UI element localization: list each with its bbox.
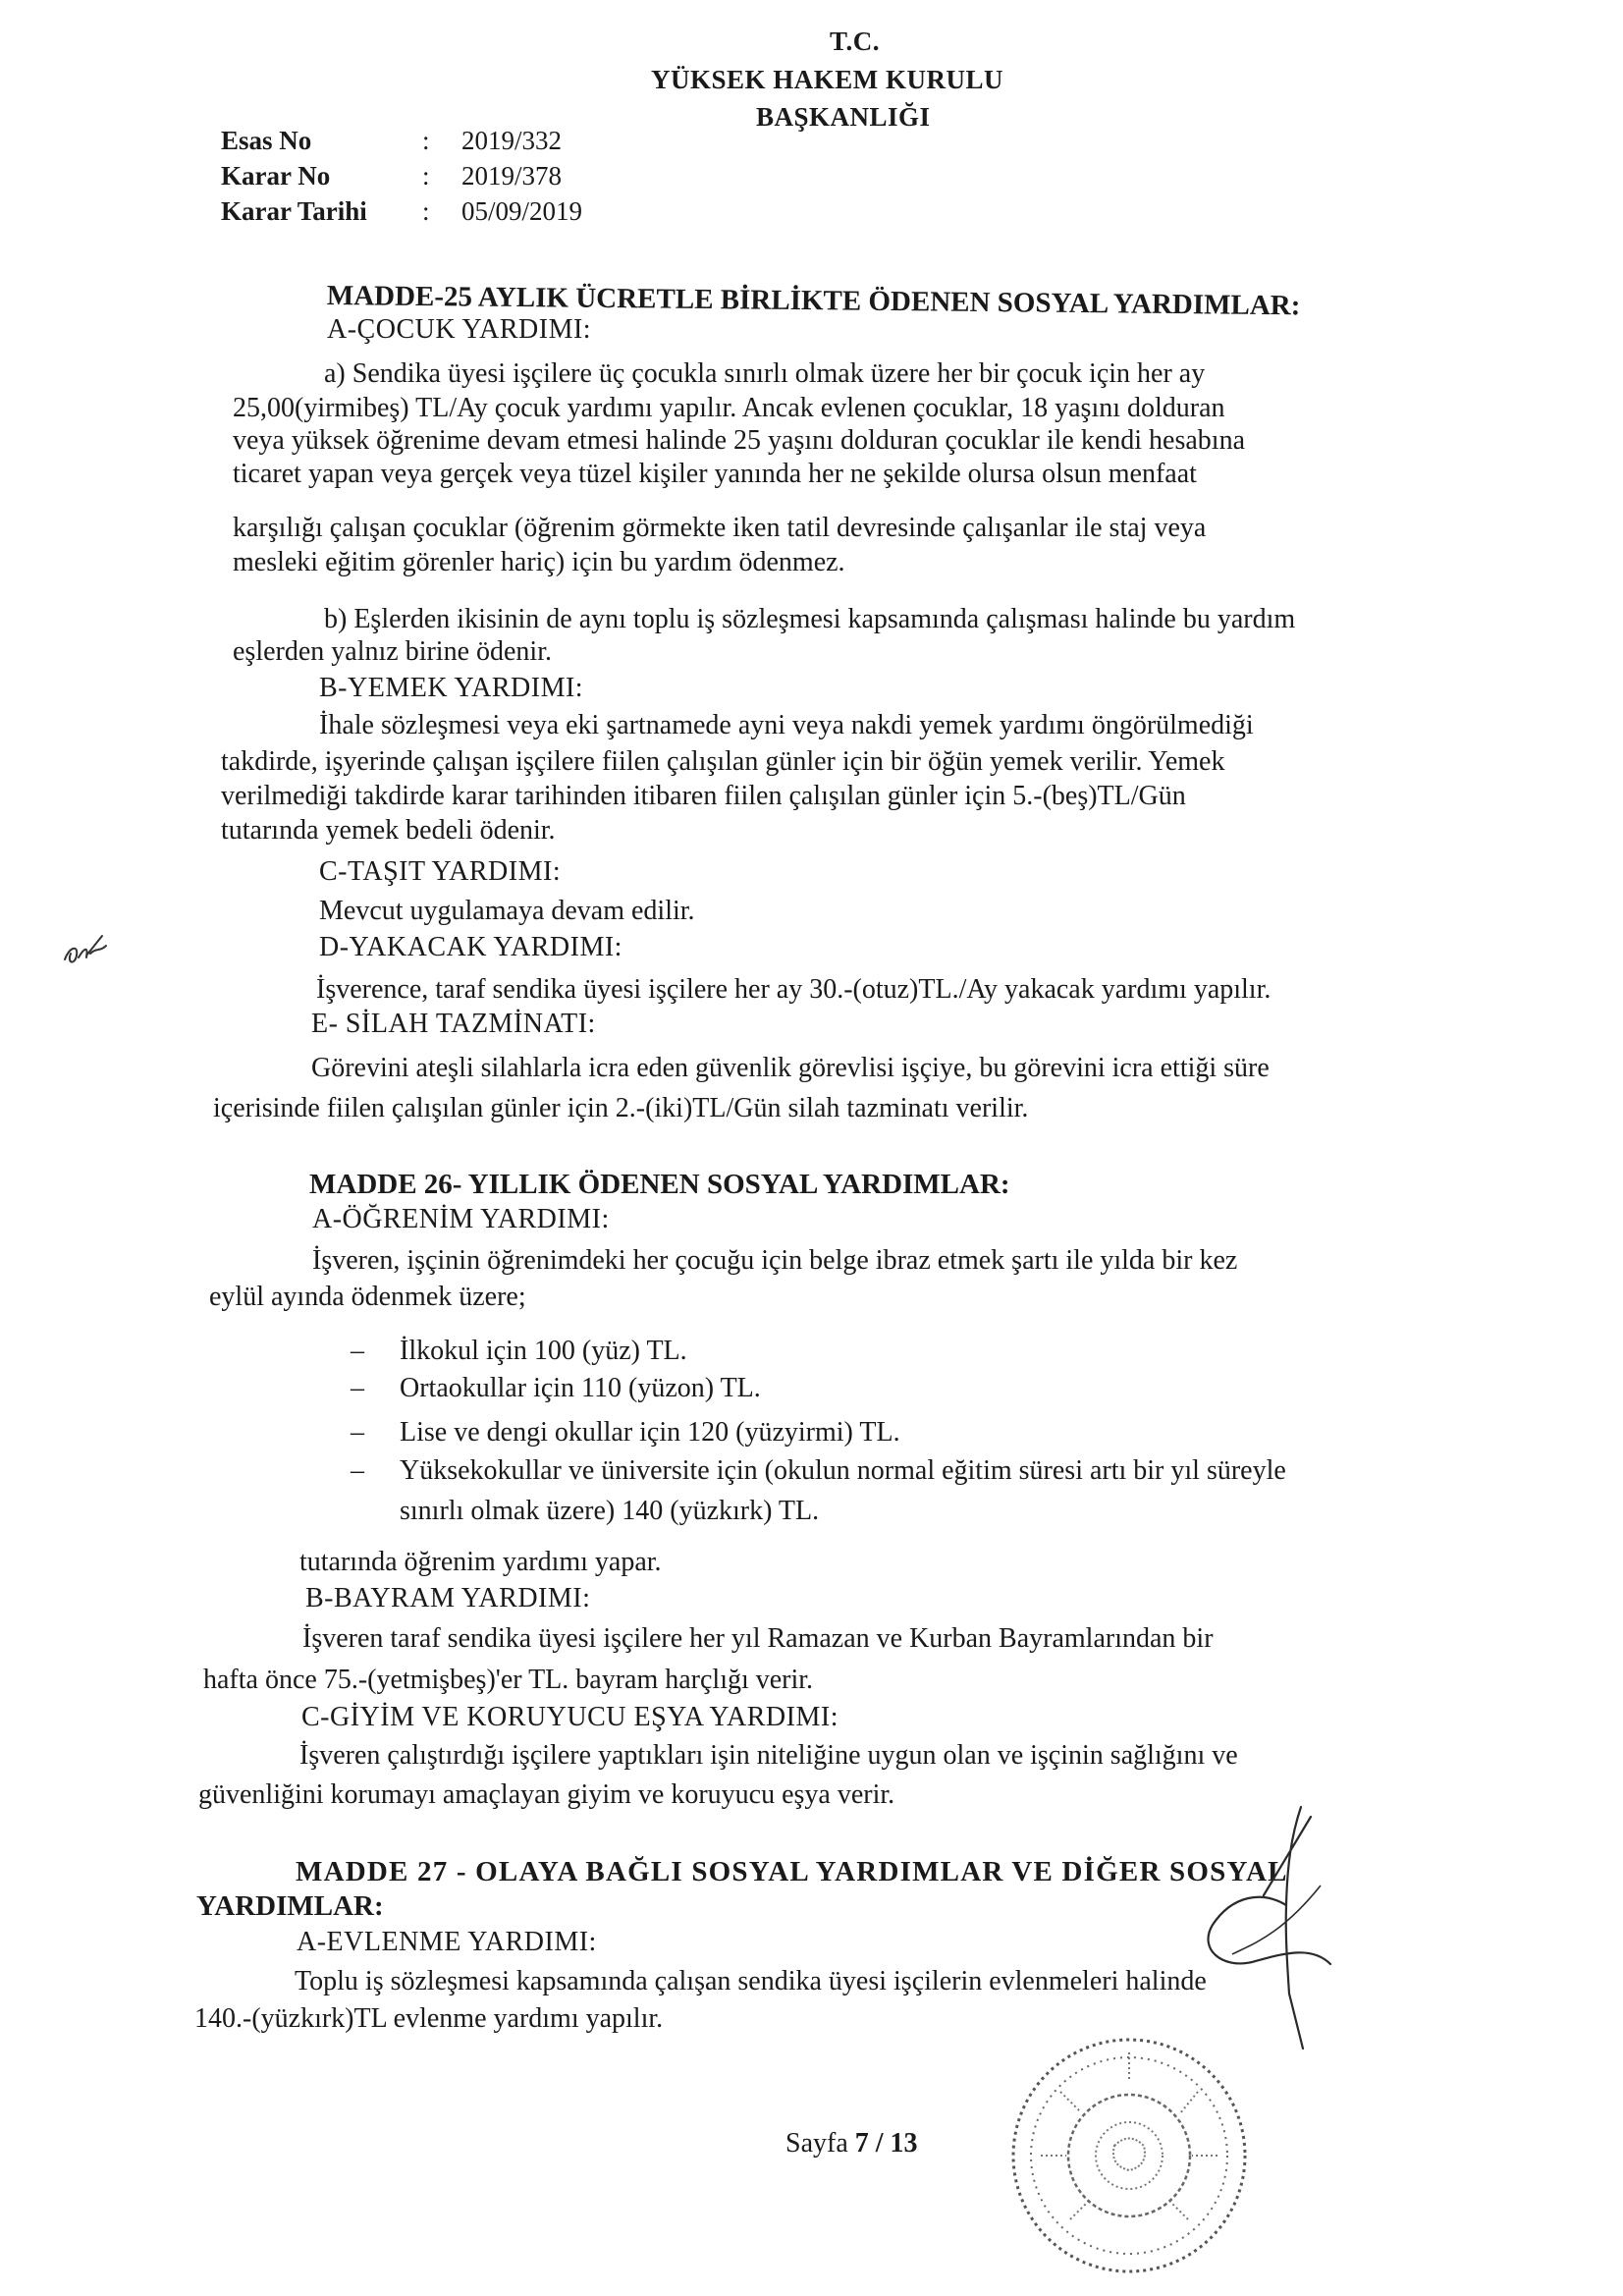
- madde25-d-title: D-YAKACAK YARDIMI:: [319, 932, 622, 962]
- madde25-a-title: A-ÇOCUK YARDIMI:: [327, 314, 592, 345]
- list-dash: –: [351, 1336, 364, 1366]
- case-esas-value: 2019/332: [461, 126, 563, 155]
- madde25-title: MADDE-25 AYLIK ÜCRETLE BİRLİKTE ÖDENEN SOSYAL YARDIMLAR:: [326, 280, 1301, 322]
- case-date-value: 05/09/2019: [461, 196, 583, 226]
- madde26-c-line-1: İşveren çalıştırdığı işçilere yaptıkları işin niteliğine uygun olan ve işçinin sağlığını ve: [299, 1740, 1238, 1771]
- madde25-a-line-2: 25,00(yirmibeş) TL/Ay çocuk yardımı yapılır. Ancak evlenen çocuklar, 18 yaşını dolduran: [233, 393, 1225, 423]
- case-esas-label: Esas No: [221, 126, 312, 155]
- header-court-name: YÜKSEK HAKEM KURULU: [651, 65, 1004, 94]
- madde27-a-line-2: 140.-(yüzkırk)TL evlenme yardımı yapılır.: [194, 2003, 664, 2034]
- madde26-title: MADDE 26- YILLIK ÖDENEN SOSYAL YARDIMLAR:: [309, 1169, 1010, 1200]
- official-seal-stamp-icon: [1001, 2023, 1257, 2288]
- case-esas-row: [221, 126, 562, 156]
- madde25-a-line-3: veya yüksek öğrenime devam etmesi halinde 25 yaşını dolduran çocuklar ile kendi hesabına: [233, 425, 1246, 456]
- case-karar-row: [221, 161, 562, 191]
- page-label: Sayfa: [785, 2128, 848, 2159]
- case-date-label: Karar Tarihi: [221, 196, 367, 226]
- madde25-b-line-3: verilmediği takdirde karar tarihinden itibaren fiilen çalışılan günler için 5.-(beş)TL/Gün: [221, 781, 1186, 811]
- list-item-continuation: sınırlı olmak üzere) 140 (yüzkırk) TL.: [400, 1496, 820, 1526]
- case-date-row: [221, 196, 582, 227]
- case-date-sep: :: [422, 196, 430, 226]
- list-item-text: Lise ve dengi okullar için 120 (yüzyirmi) TL.: [400, 1417, 900, 1448]
- madde25-a-line-4: ticaret yapan veya gerçek veya tüzel kişiler yanında her ne şekilde olursa olsun menfaat: [233, 459, 1197, 489]
- madde27-a-title: A-EVLENME YARDIMI:: [297, 1927, 597, 1957]
- list-item: [351, 1417, 900, 1449]
- list-dash: –: [351, 1373, 364, 1403]
- list-dash: –: [351, 1455, 364, 1486]
- list-item-text: İlkokul için 100 (yüz) TL.: [400, 1336, 687, 1366]
- header-presidency: BAŞKANLIĞI: [756, 102, 931, 132]
- case-karar-label: Karar No: [221, 161, 331, 191]
- list-item-text: Yüksekokullar ve üniversite için (okulun normal eğitim süresi artı bir yıl süreyle: [400, 1455, 1286, 1486]
- madde26-c-title: C-GİYİM VE KORUYUCU EŞYA YARDIMI:: [301, 1702, 839, 1732]
- madde25-b-note-line-2: eşlerden yalnız birine ödenir.: [233, 636, 552, 667]
- madde26-a-line-2: eylül ayında ödenmek üzere;: [209, 1282, 526, 1312]
- madde25-b-note-line-1: b) Eşlerden ikisinin de aynı toplu iş sözleşmesi kapsamında çalışması halinde bu yardım: [324, 604, 1296, 634]
- madde25-a-line-6: mesleki eğitim görenler hariç) için bu yardım ödenmez.: [233, 547, 845, 577]
- madde25-b-line-2: takdirde, işyerinde çalışan işçilere fiilen çalışılan günler için bir öğün yemek verilir. Yemek: [221, 746, 1225, 777]
- list-item: [351, 1455, 1286, 1487]
- madde25-c-text: Mevcut uygulamaya devam edilir.: [319, 896, 695, 926]
- list-item: [351, 1336, 687, 1367]
- madde27-title-line-1: MADDE 27 - OLAYA BAĞLI SOSYAL YARDIMLAR VE DİĞER SOSYAL: [296, 1856, 1288, 1887]
- list-dash: –: [351, 1417, 364, 1448]
- madde25-a-line-5: karşılığı çalışan çocuklar (öğrenim görmekte iken tatil devresinde çalışanlar ile staj veya: [233, 513, 1207, 543]
- madde25-a-line-1: a) Sendika üyesi işçilere üç çocukla sınırlı olmak üzere her bir çocuk için her ay: [324, 358, 1206, 389]
- madde25-d-text: İşverence, taraf sendika üyesi işçilere her ay 30.-(otuz)TL./Ay yakacak yardımı yapılır.: [316, 974, 1271, 1005]
- madde26-b-line-2: hafta önce 75.-(yetmişbeş)'er TL. bayram harçlığı verir.: [203, 1665, 814, 1695]
- madde26-a-after: tutarında öğrenim yardımı yapar.: [299, 1547, 662, 1577]
- madde27-title-line-2: YARDIMLAR:: [196, 1890, 384, 1922]
- madde25-b-line-1: İhale sözleşmesi veya eki şartnamede ayni veya nakdi yemek yardımı öngörülmediği: [319, 710, 1254, 740]
- madde26-a-title: A-ÖĞRENİM YARDIMI:: [312, 1204, 610, 1234]
- list-item-text: Ortaokullar için 110 (yüzon) TL.: [400, 1373, 761, 1403]
- madde25-e-line-1: Görevini ateşli silahlarla icra eden güvenlik görevlisi işçiye, bu görevini icra ettiği süre: [311, 1053, 1270, 1083]
- case-karar-sep: :: [422, 161, 430, 191]
- madde26-b-title: B-BAYRAM YARDIMI:: [305, 1583, 591, 1613]
- madde27-a-line-1: Toplu iş sözleşmesi kapsamında çalışan sendika üyesi işçilerin evlenmeleri halinde: [295, 1966, 1207, 1996]
- madde26-a-line-1: İşveren, işçinin öğrenimdeki her çocuğu için belge ibraz etmek şartı ile yılda bir kez: [312, 1245, 1238, 1276]
- madde25-b-title: B-YEMEK YARDIMI:: [319, 673, 584, 703]
- madde25-e-line-2: içerisinde fiilen çalışılan günler için 2.-(iki)TL/Gün silah tazminatı verilir.: [213, 1093, 1029, 1123]
- madde26-b-line-1: İşveren taraf sendika üyesi işçilere her yıl Ramazan ve Kurban Bayramlarından bir: [302, 1623, 1214, 1654]
- madde25-e-title: E- SİLAH TAZMİNATI:: [311, 1009, 596, 1039]
- list-item: [351, 1373, 761, 1404]
- madde25-c-title: C-TAŞIT YARDIMI:: [319, 856, 562, 887]
- madde25-b-line-4: tutarında yemek bedeli ödenir.: [221, 815, 556, 846]
- case-karar-value: 2019/378: [461, 161, 563, 191]
- header-tc: T.C.: [830, 27, 881, 56]
- madde26-c-line-2: güvenliğini korumayı amaçlayan giyim ve koruyucu eşya verir.: [198, 1779, 895, 1810]
- margin-initials-icon: [57, 918, 116, 977]
- page-number: [785, 2128, 918, 2159]
- case-esas-sep: :: [422, 126, 430, 155]
- page-count: 7 / 13: [854, 2128, 918, 2159]
